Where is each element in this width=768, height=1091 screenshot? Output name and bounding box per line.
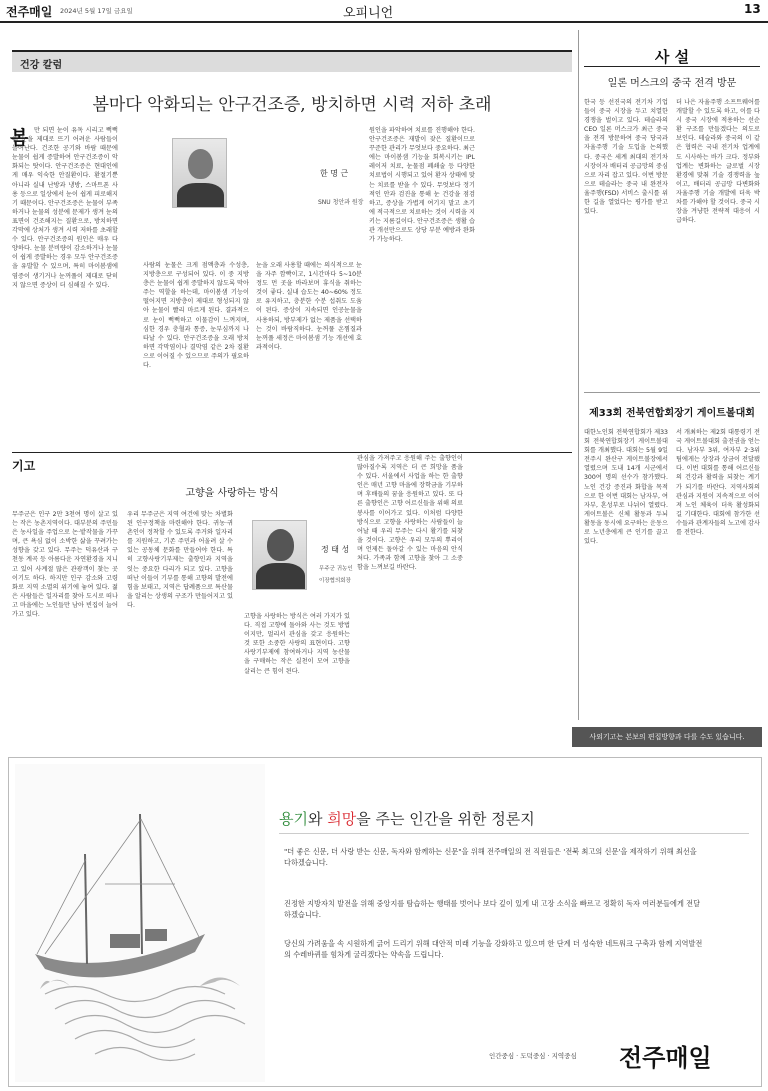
editorial-label: 사 설 xyxy=(654,48,690,66)
article-col-2 xyxy=(143,261,249,441)
contribution-col-4-text: 관심을 가져주고 응원해 주는 출향인이 많아질수록 지역은 더 큰 희망을 품을 수 있다. 서울에서 사업을 하는 한 출향인은 매년 고향 마을에 장학금을 기부하며 후배들의 꿈을 응원하고 있다. 또 다른 출향인은 고향 어르신들을 위해 의료 봉사를 이어가고 있다. 이처럼 다양한 방식으로 고향을 사랑하는 사람들이 늘어날 때 우리 무주는 다시 활기를 되찾을 것이다. 고향은 우리 모두의 뿌리이며 언제든 돌아갈 수 있는 마음의 안식처다. 가족과 함께 고향을 찾아 그 소중함을 느껴보길 바란다. xyxy=(357,455,463,572)
health-column xyxy=(12,50,572,440)
dropcap: 봄 xyxy=(10,127,29,149)
contributor-photo xyxy=(252,520,307,590)
column-label: 건강 칼럼 xyxy=(20,60,63,71)
editorial-2-col-b xyxy=(676,428,760,718)
ad-headline-and: 와 xyxy=(307,810,328,828)
contributor-title-1: 무주군 귀농인 xyxy=(319,566,353,572)
author-title: SNU 청안과 원장 xyxy=(318,199,364,206)
contribution-col-4 xyxy=(357,454,463,738)
ad-headline-underline xyxy=(279,833,749,834)
editorial-2-col-a xyxy=(584,428,668,718)
page-number: 13 xyxy=(744,2,761,16)
contribution-label xyxy=(12,457,35,474)
ad-headline-courage: 용기 xyxy=(279,810,308,828)
article-col-1-text: 만 되면 눈이 유독 시리고 뻑뻑해 눈을 제대로 뜨기 어려운 사람들이 늘어난다. 건조한 공기와 바람 때문에 눈물이 쉽게 증발하여 안구건조증이 악화되는 탓이다. 안구건조증은 현대인에게 매우 익숙한 안질환이다. 환절기뿐 아니라 실내 난방과 냉방, 스마트폰 사용 등으로 일상에서 눈이 쉽게 피로해지기 때문이다. 안구건조증은 눈물이 부족하거나 눈물의 성분에 문제가 생겨 눈의 표면이 건조해지는 질환으로, 방치하면 각막에 상처가 생겨 시력 저하를 초래할 수 있다. 안구건조증의 원인은 매우 다양하다. 눈물 분비량이 감소하거나 눈물이 쉽게 증발하는 경우 모두 안구건조증을 유발할 수 있으며, 특히 마이봄샘에 염증이 생기거나 눈꺼풀이 제대로 닫히지 않으면 증상이 더 심해질 수 있다. xyxy=(12,127,118,289)
article-col-3-text: 눈을 오래 사용할 때에는 의식적으로 눈을 자주 깜빡이고, 1시간마다 5~10분 정도 먼 곳을 바라보며 휴식을 취하는 것이 좋다. 실내 습도는 40~60% 정도로 유지하고, 충분한 수분 섭취도 도움이 된다. 증상이 지속되면 인공눈물을 사용하되, 방부제가 없는 제품을 선택하는 것이 바람직하다. 눈꺼풀 온찜질과 눈꺼풀 세정은 마이봄샘 기능 개선에 효과적이다. xyxy=(256,262,362,351)
contribution-col-2 xyxy=(127,510,233,738)
disclaimer-bar xyxy=(572,727,762,747)
editorial-1-col-a-text: 한국 등 선진국의 전기차 기업들이 중국 시장을 두고 치열한 경쟁을 벌이고 있다. 테슬라의 CEO 일론 머스크가 최근 중국을 전격 방문하여 중국 당국과 자율주행 기술 도입을 논의했다. 중국은 세계 최대의 전기차 시장이자 배터리 공급망의 중심으로 자리 잡고 있다. 이번 방문으로 테슬라는 중국 내 완전자율주행(FSD) 서비스 출시를 위한 길을 열었다는 평가를 받고 있다. xyxy=(584,99,668,216)
ad-headline-rest: 을 주는 인간을 위한 정론지 xyxy=(356,810,535,828)
masthead-rule xyxy=(0,21,768,23)
editorial-1-col-b-text: 더 나은 자율주행 소프트웨어를 개발할 수 있도록 하고, 이를 다시 중국 시장에 적용하는 선순환 구조를 만들겠다는 의도로 보인다. 테슬라와 중국의 이 같은 협력은 국내 전기차 업계에도 시사하는 바가 크다. 정부와 업계는 변화하는 글로벌 시장 환경에 맞춰 기술 경쟁력을 높이고, 배터리 공급망 다변화와 자율주행 기술 개발에 더욱 박차를 가해야 할 것이다. 중국 시장을 겨냥한 전략적 대응이 시급하다. xyxy=(676,99,760,225)
article-col-3 xyxy=(256,261,362,441)
editorial-2-col-a-text: 대한노인회 전북연합회가 제33회 전북연합회장기 게이트볼대회를 개최했다. 대회는 5월 9일 전주시 완산구 게이트볼장에서 열렸으며 도내 14개 시군에서 300여 명의 선수가 참가했다. 노인 건강 증진과 화합을 목적으로 한 이번 대회는 남자부, 여자부, 혼성부로 나뉘어 열렸다. 게이트볼은 신체 활동과 두뇌 활동을 동시에 요구하는 운동으로 노년층에게 큰 인기를 끌고 있다. xyxy=(584,429,668,546)
article-col-4-text: 원인을 파악하여 치료를 진행해야 한다. 안구건조증은 재발이 잦은 질환이므로 꾸준한 관리가 무엇보다 중요하다. 최근에는 마이봄샘 기능을 회복시키는 IPL 레이저 치료, 눈물점 폐쇄술 등 다양한 치료법이 시행되고 있어 환자 상태에 맞는 치료를 받을 수 있다. 무엇보다 정기적인 안과 검진을 통해 눈 건강을 점검하고, 증상을 가볍게 여기지 말고 초기에 적극적으로 치료하는 것이 시력을 지키는 지름길이다. 안구건조증은 생활 습관 개선만으로도 상당 부분 예방과 완화가 가능하다. xyxy=(369,127,475,244)
article-col-1 xyxy=(12,126,118,442)
editorial-1-col-a xyxy=(584,98,668,388)
masthead-date: 2024년 5월 17일 금요일 xyxy=(60,7,133,15)
contribution-label-text: 기고 xyxy=(12,459,36,473)
ad-headline xyxy=(279,808,749,829)
contribution-headline: 고향을 사랑하는 방식 xyxy=(185,488,279,499)
ship-illustration xyxy=(15,764,265,1082)
contribution-col-1 xyxy=(12,510,118,738)
contribution-col-3-text: 고향을 사랑하는 방식은 여러 가지가 있다. 직접 고향에 돌아와 사는 것도 방법이지만, 멀리서 관심을 갖고 응원하는 것 또한 소중한 사랑의 표현이다. 고향사랑기부제에 참여하거나 지역 농산물을 구매하는 작은 실천이 모여 고향을 살리는 큰 힘이 된다. xyxy=(244,613,350,675)
author-name: 한 명 근 xyxy=(320,169,349,178)
editorial-title-2: 제33회 전북연합회장기 게이트볼대회 xyxy=(589,408,755,419)
article-col-4 xyxy=(369,126,475,442)
editorial xyxy=(584,30,760,740)
ad-paragraph-2: 진정한 지방자치 발전을 위해 중앙지를 탐습하는 행태를 벗어나 보다 깊이 있게 내 고장 소식을 빠르고 정확히 독자 여러분들에게 전달하겠습니다. xyxy=(284,899,701,919)
masthead-logo: 전주매일 xyxy=(6,5,53,19)
contribution-col-1-text: 무주군은 인구 2만 3천여 명이 살고 있는 작은 농촌지역이다. 대부분의 주민들은 농사일을 주업으로 논·밭작물을 가꾸며, 큰 욕심 없이 소박한 삶을 꾸려가는 성향을 갖고 있다. 무주는 덕유산과 구천동 계곡 등 아름다운 자연환경을 지니고 있어 사계절 많은 관광객이 찾는 곳이기도 하다. 하지만 인구 감소와 고령화로 지역 소멸의 위기에 놓여 있다. 젊은 사람들은 일자리를 찾아 도시로 떠나고 마을에는 노인들만 남아 빈집이 늘어가고 있다. xyxy=(12,511,118,619)
editorial-2-col-b-text: 서 개최하는 제2회 대통령기 전국 게이트볼대회 출전권을 얻는다. 남자부 3위, 여자부 2·3위 팀에게는 상장과 상금이 전달됐다. 이번 대회를 통해 어르신들의 건강과 활력을 되찾는 계기가 되기를 바란다. 지역사회의 관심과 지원이 지속적으로 이어져 노인 체육이 더욱 활성화되길 기대한다. 대회에 참가한 선수들과 관계자들의 노고에 감사를 전한다. xyxy=(676,429,760,537)
contribution xyxy=(12,454,572,744)
contributor-title-2: 이장협의회장 xyxy=(319,578,351,584)
column-label-bar xyxy=(12,50,572,72)
ad-logo: 전주매일 xyxy=(619,1044,712,1072)
advertisement xyxy=(8,757,762,1087)
contribution-col-2-text: 우리 무주군은 지역 여건에 맞는 차별화된 인구정책을 마련해야 한다. 귀농·귀촌인이 정착할 수 있도록 주거와 일자리를 지원하고, 기존 주민과 어울려 살 수 있는 공동체 문화를 만들어야 한다. 특히 고향사랑기부제는 출향인과 지역을 잇는 중요한 다리가 되고 있다. 고향을 떠난 이들이 기부를 통해 고향의 발전에 힘을 보태고, 지역은 답례품으로 특산물을 알리는 상생의 구조가 만들어지고 있다. xyxy=(127,511,233,609)
ad-paragraph-3: 당신의 가려움을 속 시원하게 긁어 드리기 위해 대안적 미래 기능을 강화하고 있으며 한 단계 더 성숙한 네트워크 구축과 함께 지역발전의 수레바퀴를 힘차게 굴리겠다는 약속을 드립니다. xyxy=(284,939,703,959)
contributor-name: 정 태 성 xyxy=(321,545,350,554)
editorial-1-col-b xyxy=(676,98,760,388)
contribution-col-3 xyxy=(244,612,350,738)
article-col-2-text: 사람의 눈물은 크게 점액층과 수성층, 지방층으로 구성되어 있다. 이 중 지방층은 눈물이 쉽게 증발하지 않도록 막아주는 역할을 하는데, 마이봄샘 기능이 떨어지면 지방층이 제대로 형성되지 않아 눈물이 빨리 마르게 된다. 결과적으로 눈이 뻑뻑하고 이물감이 느껴지며, 심한 경우 충혈과 통증, 눈부심까지 나타날 수 있다. 안구건조증을 오래 방치하면 각막염이나 결막염 같은 2차 질환으로 이어질 수 있으므로 주의가 필요하다. xyxy=(143,262,249,370)
column-divider xyxy=(578,30,579,720)
ad-headline-hope: 희망 xyxy=(327,810,357,828)
masthead xyxy=(0,0,768,22)
section-title: 오피니언 xyxy=(343,6,394,21)
contribution-rule xyxy=(12,452,572,453)
ad-paragraph-1: "더 좋은 신문, 더 사랑 받는 신문, 독자와 함께하는 신문"을 위해 전주매일의 전 직원들은 '전북 최고의 신문'을 제작하기 위해 최선을 다하겠습니다. xyxy=(284,847,697,867)
author-photo xyxy=(172,138,227,208)
disclaimer-text: 사외기고는 본보의 편집방향과 다를 수도 있습니다. xyxy=(589,733,745,741)
headline: 봄마다 악화되는 안구건조증, 방치하면 시력 저하 초래 xyxy=(92,95,492,115)
ad-tagline: 인간중심 · 도덕중심 · 지역중심 xyxy=(489,1052,577,1060)
editorial-title-1: 일론 머스크의 중국 전격 방문 xyxy=(607,78,737,89)
